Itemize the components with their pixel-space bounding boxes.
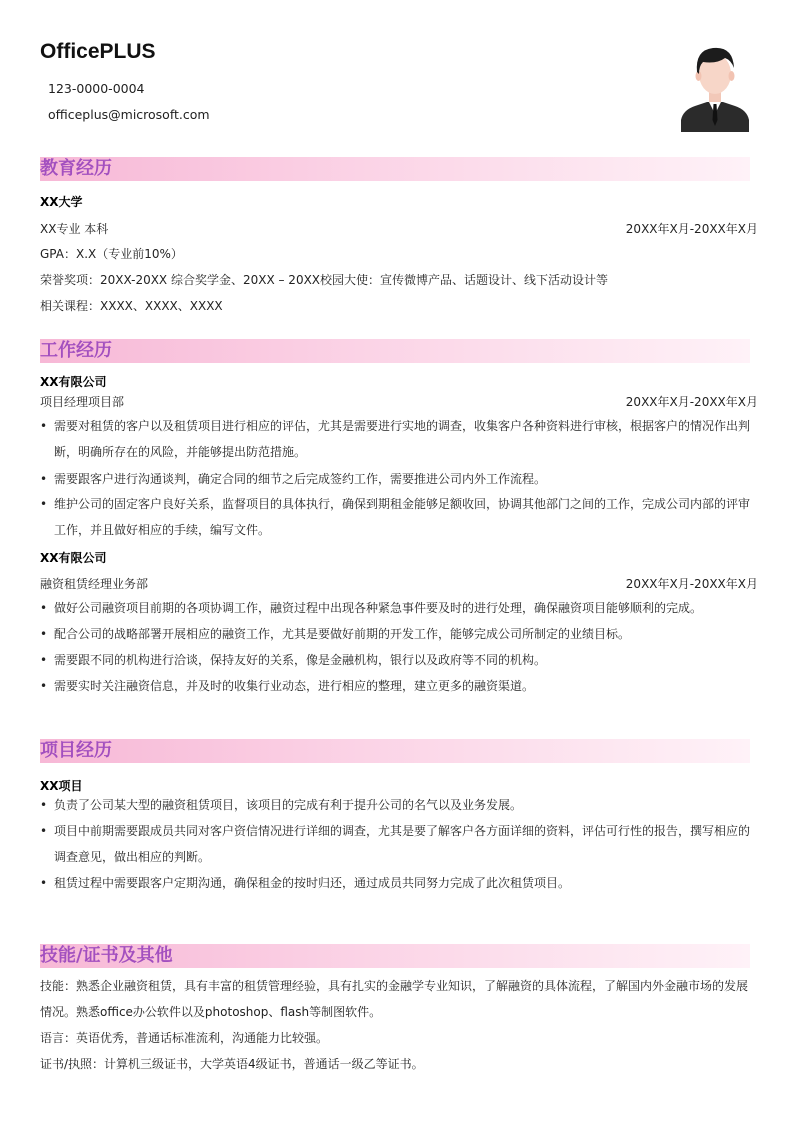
courses: 相关课程：XXXX、XXXX、XXXX bbox=[40, 299, 223, 313]
candidate-name: OfficePLUS bbox=[40, 40, 156, 63]
list-item bbox=[40, 673, 752, 699]
list-item bbox=[40, 647, 752, 673]
education-period: 20XX年X月-20XX年X月 bbox=[625, 222, 758, 236]
education-section-band bbox=[40, 157, 750, 181]
certificates-text: 证书/执照：计算机三级证书，大学英语4级证书，普通话一级乙等证书。 bbox=[40, 1057, 424, 1071]
language-text: 语言：英语优秀，普通话标准流利，沟通能力比较强。 bbox=[40, 1031, 329, 1045]
email-address: officeplus@microsoft.com bbox=[48, 107, 210, 122]
bullet-text: 负责了公司某大型的融资租赁项目，该项目的完成有利于提升公司的名气以及业务发展。 bbox=[54, 798, 523, 812]
skills-text: 技能：熟悉企业融资租赁，具有丰富的租赁管理经验，具有扎实的金融学专业知识，了解融资的具体流程，了解国内外金融市场的发展情况。熟悉office办公软件以及photoshop、flash等制图软件。 bbox=[40, 979, 749, 1019]
bullet-text: 配合公司的战略部署开展相应的融资工作，尤其是要做好前期的开发工作，能够完成公司所制定的业绩目标。 bbox=[54, 627, 631, 641]
gpa: GPA：X.X（专业前10%） bbox=[40, 247, 183, 261]
department: 融资租赁经理业务部 bbox=[40, 577, 149, 591]
bullet-icon: • bbox=[40, 601, 48, 615]
bullet-icon: • bbox=[40, 497, 48, 511]
bullet-text: 需要跟不同的机构进行洽谈，保持友好的关系，像是金融机构，银行以及政府等不同的机构。 bbox=[54, 653, 547, 667]
bullet-text: 做好公司融资项目前期的各项协调工作，融资过程中出现各种紧急事件要及时的进行处理，确保融资项目能够顺利的完成。 bbox=[54, 601, 703, 615]
company-name: XX有限公司 bbox=[40, 551, 107, 565]
bullet-text: 需要实时关注融资信息，并及时的收集行业动态，进行相应的整理，建立更多的融资渠道。 bbox=[54, 679, 535, 693]
list-item bbox=[40, 792, 752, 818]
job-period: 20XX年X月-20XX年X月 bbox=[625, 577, 758, 591]
list-item bbox=[40, 818, 752, 870]
company-name: XX有限公司 bbox=[40, 375, 107, 389]
bullet-icon: • bbox=[40, 679, 48, 693]
bullet-icon: • bbox=[40, 627, 48, 641]
school-name: XX大学 bbox=[40, 195, 83, 209]
project-section-band bbox=[40, 739, 750, 763]
bullet-icon: • bbox=[40, 653, 48, 667]
list-item bbox=[40, 870, 752, 896]
list-item bbox=[40, 413, 752, 465]
major-degree: XX专业 本科 bbox=[40, 222, 109, 236]
phone-number: 123-0000-0004 bbox=[48, 81, 145, 96]
education-section-title: 教育经历 bbox=[40, 158, 112, 179]
bullet-text: 维护公司的固定客户良好关系，监督项目的具体执行，确保到期租金能够足额收回，协调其他部门之间的工作，完成公司内部的评审工作，并且做好相应的手续，编写文件。 bbox=[54, 497, 751, 537]
skills-section-title: 技能/证书及其他 bbox=[40, 945, 173, 966]
work-section-band bbox=[40, 339, 750, 363]
honors: 荣誉奖项：20XX-20XX 综合奖学金、20XX – 20XX校园大使：宣传微博产品、话题设计、线下活动设计等 bbox=[40, 273, 609, 287]
bullet-text: 项目中前期需要跟成员共同对客户资信情况进行详细的调查，尤其是要了解客户各方面详细的资料，评估可行性的报告，撰写相应的调查意见，做出相应的判断。 bbox=[54, 824, 751, 864]
work-section-title: 工作经历 bbox=[40, 340, 112, 361]
bullet-icon: • bbox=[40, 472, 48, 486]
bullet-icon: • bbox=[40, 876, 48, 890]
job-period: 20XX年X月-20XX年X月 bbox=[625, 395, 758, 409]
bullet-icon: • bbox=[40, 798, 48, 812]
bullet-icon: • bbox=[40, 419, 48, 433]
department: 项目经理项目部 bbox=[40, 395, 125, 409]
bullet-text: 租赁过程中需要跟客户定期沟通，确保租金的按时归还，通过成员共同努力完成了此次租赁项目。 bbox=[54, 876, 571, 890]
list-item bbox=[40, 621, 752, 647]
list-item bbox=[40, 491, 752, 543]
project-name: XX项目 bbox=[40, 779, 83, 793]
bullet-text: 需要对租赁的客户以及租赁项目进行相应的评估，尤其是需要进行实地的调查，收集客户各种资料进行审核，根据客户的情况作出判断，明确所存在的风险，并能够提出防范措施。 bbox=[54, 419, 751, 459]
list-item bbox=[40, 595, 752, 621]
bullet-text: 需要跟客户进行沟通谈判，确定合同的细节之后完成签约工作，需要推进公司内外工作流程。 bbox=[54, 472, 547, 486]
bullet-icon: • bbox=[40, 824, 48, 838]
project-section-title: 项目经历 bbox=[40, 740, 112, 761]
person-avatar-icon bbox=[681, 40, 749, 132]
list-item bbox=[40, 466, 752, 492]
